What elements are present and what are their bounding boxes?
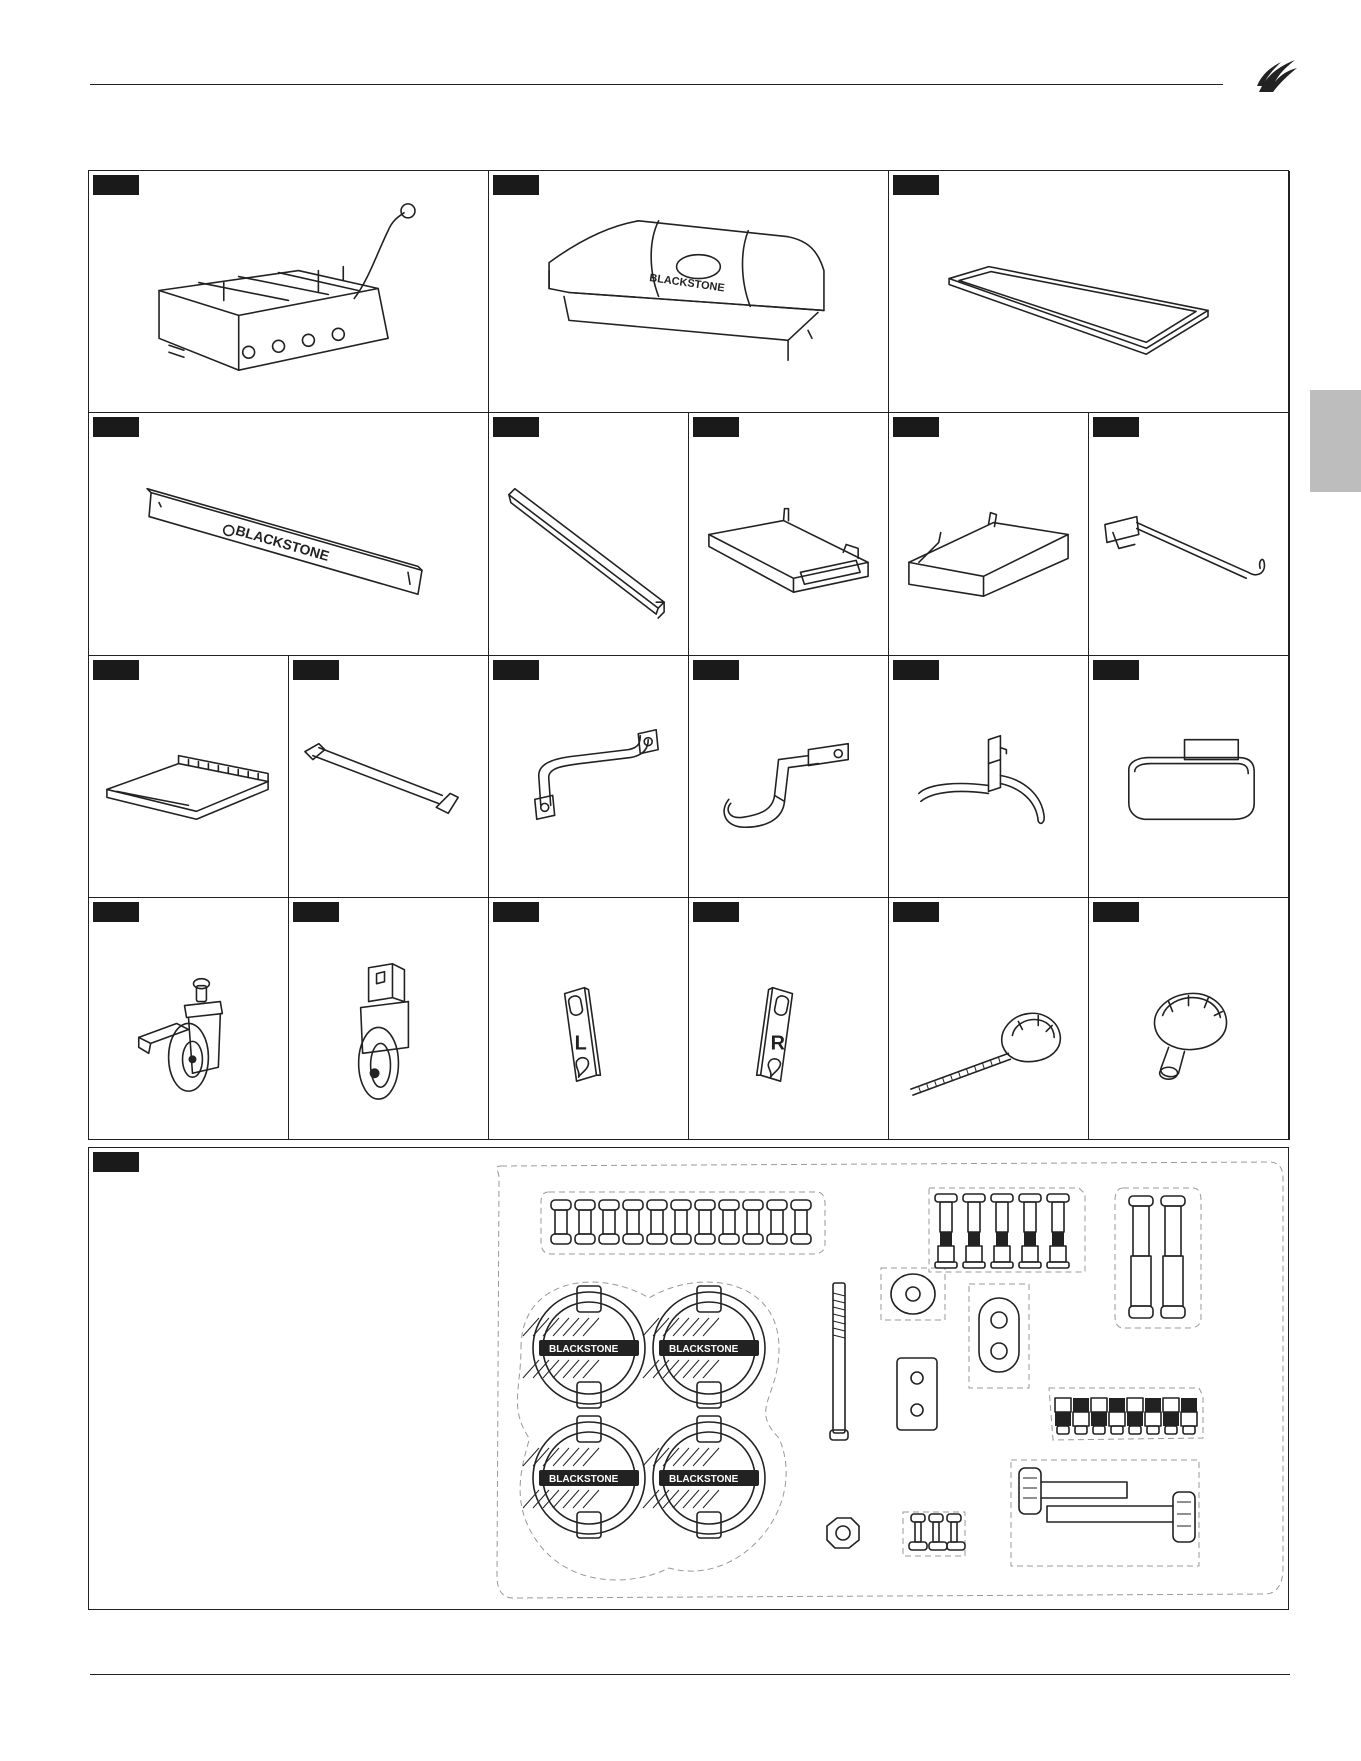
knob-bolt-icon: [889, 898, 1088, 1139]
side-shelf-icon: [689, 413, 888, 655]
part-cell-side-shelf-left: [689, 413, 889, 656]
part-cell-tool-holder: [889, 656, 1089, 898]
knob-icon: [1089, 898, 1289, 1139]
caster-cap-cluster: [523, 1286, 765, 1538]
side-shelf-icon: [889, 413, 1088, 655]
cap-brand-print: BLACKSTONE: [669, 1344, 739, 1355]
part-cell-towel-bar: [289, 656, 489, 898]
cap-brand-print: BLACKSTONE: [669, 1474, 739, 1485]
part-cell-grease-tray-frame: [889, 171, 1290, 413]
tray-frame-icon: [889, 171, 1289, 412]
tool-holder-icon: [889, 656, 1088, 897]
part-cell-tank-knob-bolt: [889, 898, 1089, 1140]
bottom-shelf-icon: [89, 656, 288, 897]
bracket-icon: [689, 898, 888, 1139]
part-cell-leveling-knob: [1089, 898, 1290, 1140]
cup-holder-icon: [1089, 656, 1289, 897]
lid-brand-print: BLACKSTONE: [648, 272, 726, 295]
part-cell-crossbar: [489, 413, 689, 656]
front-panel-icon: [89, 413, 488, 655]
crossbar-icon: [489, 413, 688, 655]
burner-box-frame-icon: [89, 171, 488, 412]
part-cell-burner-box: [89, 171, 489, 413]
part-cell-cup-holder: [1089, 656, 1290, 898]
small-screws: [909, 1514, 965, 1550]
hanger-bracket-icon: [1089, 413, 1289, 655]
bracket-icon: [489, 898, 688, 1139]
header-rule: [90, 84, 1223, 85]
fixed-caster-icon: [289, 898, 488, 1139]
panel-brand-print: BLACKSTONE: [233, 522, 332, 564]
part-cell-front-panel: [89, 413, 489, 656]
spacer-strip: [1055, 1398, 1197, 1434]
griddle-lid-icon: [489, 171, 888, 412]
part-cell-right-bracket: [689, 898, 889, 1140]
section-tab: [1310, 390, 1361, 492]
towel-bar-icon: [289, 656, 488, 897]
hook-icon: [689, 656, 888, 897]
shoulder-bolt-row: [935, 1194, 1069, 1268]
bracket-letter-right: R: [770, 1032, 785, 1055]
cap-brand-print: BLACKSTONE: [549, 1474, 619, 1485]
short-bolt-row: [551, 1200, 811, 1244]
parts-grid: [88, 170, 1289, 1140]
part-cell-locking-caster: [89, 898, 289, 1140]
handle-icon: [489, 656, 688, 897]
part-cell-handle: [489, 656, 689, 898]
long-bolt-pair: [1129, 1196, 1185, 1318]
hardware-pack-panel: [88, 1147, 1289, 1610]
hardware-pack-icon: [89, 1148, 1290, 1611]
bracket-letter-left: L: [574, 1032, 587, 1055]
part-cell-side-shelf-right: [889, 413, 1089, 656]
knob-bolt-pair: [1019, 1468, 1195, 1542]
part-cell-towel-bar-bracket: [1089, 413, 1290, 656]
footer-rule: [90, 1674, 1290, 1675]
part-cell-bottom-shelf: [89, 656, 289, 898]
blackstone-flame-logo-icon: [1255, 56, 1299, 94]
part-cell-griddle-top-lid: [489, 171, 889, 413]
part-cell-hook: [689, 656, 889, 898]
part-cell-fixed-caster: [289, 898, 489, 1140]
locking-caster-icon: [89, 898, 288, 1139]
cap-brand-print: BLACKSTONE: [549, 1344, 619, 1355]
part-cell-left-bracket: [489, 898, 689, 1140]
